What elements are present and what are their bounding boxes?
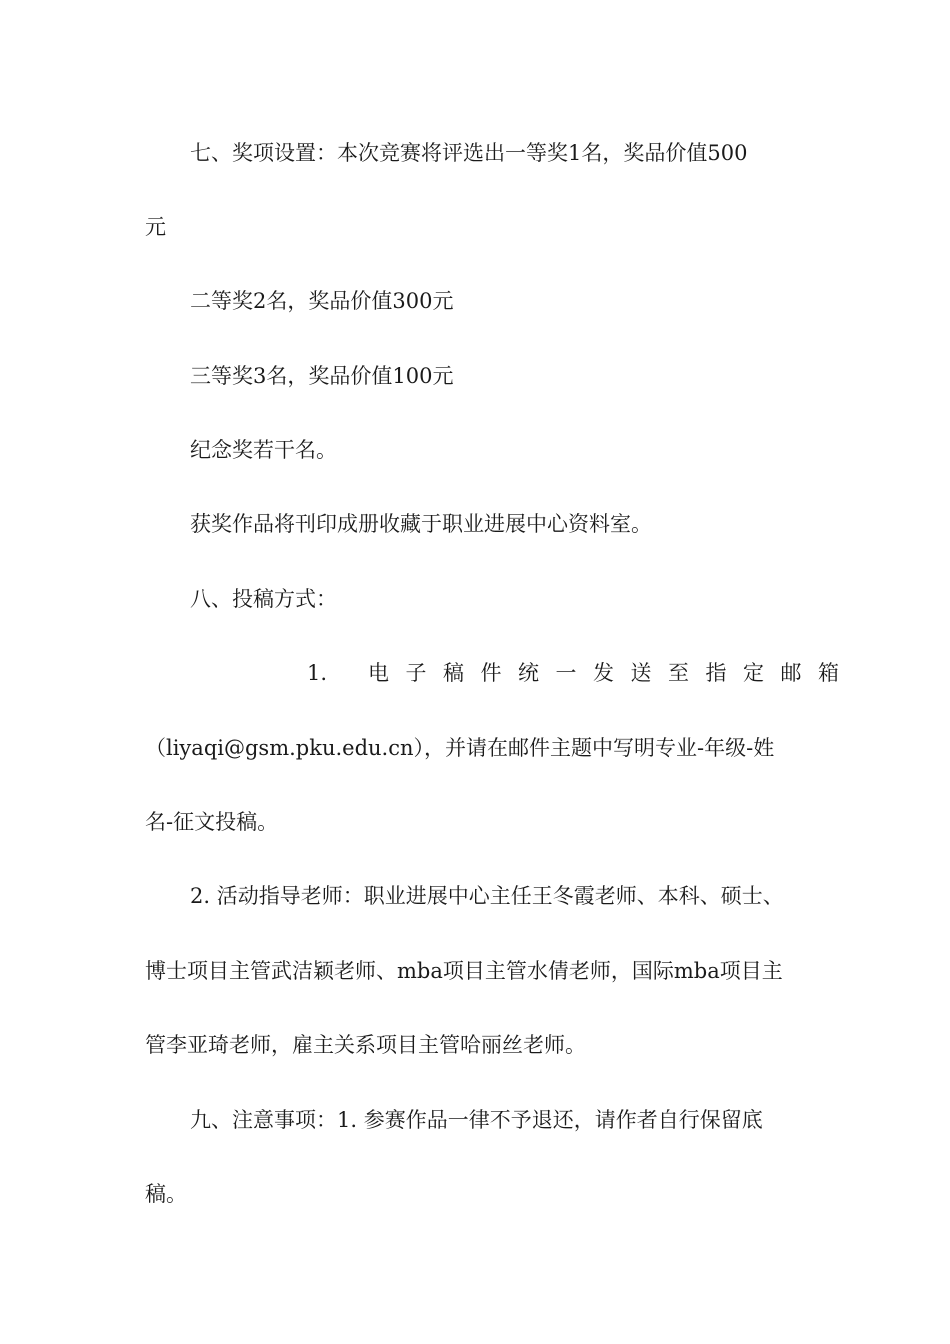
email-continuation-line: [0, 807, 950, 837]
advisors-text-2: 博士项目主管武洁颖老师、mba项目主管水倩老师，国际mba项目主: [145, 959, 783, 983]
advisors-text-3: 管李亚琦老师，雇主关系项目主管哈丽丝老师。: [145, 1033, 586, 1057]
section-8-text: 八、投稿方式：: [190, 587, 337, 611]
advisors-line-2: [0, 956, 950, 986]
section-9-continuation-text: 稿。: [145, 1182, 187, 1206]
third-prize-text: 三等奖3名，奖品价值100元: [190, 364, 454, 388]
section-9-text: 九、注意事项：1. 参赛作品一律不予退还，请作者自行保留底: [190, 1108, 763, 1132]
item-1-text: 电子稿件统一发送至指定邮箱: [368, 661, 856, 685]
third-prize-line: [0, 361, 950, 391]
item-1-number: 1.: [307, 661, 328, 685]
advisors-line-3: [0, 1030, 950, 1060]
section-7-heading-line: [0, 138, 950, 168]
email-line: [0, 733, 950, 763]
second-prize-text: 二等奖2名，奖品价值300元: [190, 289, 454, 313]
advisors-text-1: 2. 活动指导老师：职业进展中心主任王冬霞老师、本科、硕士、: [190, 884, 784, 908]
section-9-heading-line: [0, 1105, 950, 1135]
section-7-continuation-text: 元: [145, 215, 166, 239]
souvenir-prize-text: 纪念奖若干名。: [190, 438, 337, 462]
winning-works-text: 获奖作品将刊印成册收藏于职业进展中心资料室。: [190, 512, 652, 536]
section-8-heading-line: [0, 584, 950, 614]
advisors-line-1: [0, 881, 950, 911]
email-continuation-text: 名-征文投稿。: [145, 810, 279, 834]
section-7-continuation-line: [0, 212, 950, 242]
second-prize-line: [0, 286, 950, 316]
section-7-text: 七、奖项设置：本次竞赛将评选出一等奖1名，奖品价值500: [190, 141, 748, 165]
winning-works-line: [0, 509, 950, 539]
souvenir-prize-line: [0, 435, 950, 465]
section-9-continuation-line: [0, 1179, 950, 1209]
email-text: （liyaqi@gsm.pku.edu.cn），并请在邮件主题中写明专业-年级-姓: [145, 736, 775, 760]
